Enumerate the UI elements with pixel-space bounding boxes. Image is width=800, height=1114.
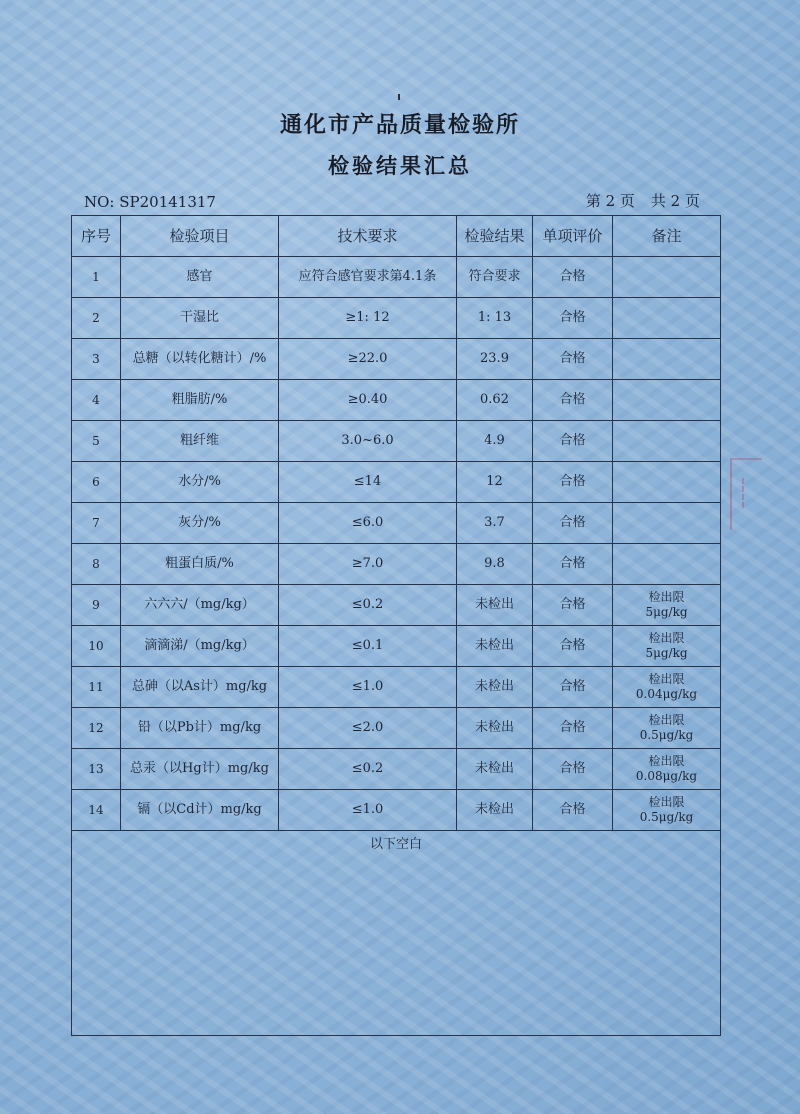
row-result: 9.8	[457, 544, 533, 585]
table-row	[72, 667, 721, 708]
col-header-note: 备注	[613, 216, 721, 257]
row-requirement: ≤0.2	[279, 585, 457, 626]
row-result: 1: 13	[457, 298, 533, 339]
row-requirement: ≤1.0	[279, 667, 457, 708]
row-evaluation: 合格	[533, 585, 613, 626]
row-requirement: ≥7.0	[279, 544, 457, 585]
row-no: 14	[72, 790, 121, 831]
row-evaluation: 合格	[533, 667, 613, 708]
row-note-label: 检出限	[648, 754, 685, 768]
row-item: 灰分/%	[121, 503, 279, 544]
row-note	[613, 667, 721, 708]
table-row	[72, 626, 721, 667]
row-no: 9	[72, 585, 121, 626]
row-note-value: 0.5μg/kg	[639, 728, 694, 742]
row-evaluation: 合格	[533, 298, 613, 339]
row-note	[613, 257, 721, 298]
row-note	[613, 380, 721, 421]
row-note	[613, 749, 721, 790]
row-result: 23.9	[457, 339, 533, 380]
table-row	[72, 708, 721, 749]
blank-label: 以下空白	[369, 837, 422, 852]
row-result: 未检出	[457, 790, 533, 831]
row-requirement: ≤2.0	[279, 708, 457, 749]
table-row	[72, 339, 721, 380]
row-note	[613, 503, 721, 544]
row-requirement: 3.0~6.0	[279, 421, 457, 462]
row-item: 干湿比	[121, 298, 279, 339]
row-no: 5	[72, 421, 121, 462]
row-requirement: ≥22.0	[279, 339, 457, 380]
row-requirement: 应符合感官要求第4.1条	[279, 257, 457, 298]
mark	[398, 94, 400, 100]
row-note-value: 0.08μg/kg	[635, 769, 698, 783]
row-result: 未检出	[457, 749, 533, 790]
col-header-requirement: 技术要求	[279, 216, 457, 257]
row-note-label: 检出限	[648, 590, 685, 604]
row-result: 未检出	[457, 626, 533, 667]
row-result: 12	[457, 462, 533, 503]
row-note-value: 0.5μg/kg	[639, 810, 694, 824]
row-no: 12	[72, 708, 121, 749]
org-title: 通化市产品质量检验所	[279, 113, 520, 138]
row-no: 2	[72, 298, 121, 339]
row-item: 滴滴涕/（mg/kg）	[121, 626, 279, 667]
row-note	[613, 421, 721, 462]
row-evaluation: 合格	[533, 380, 613, 421]
row-no: 11	[72, 667, 121, 708]
row-evaluation: 合格	[533, 462, 613, 503]
row-no: 10	[72, 626, 121, 667]
blank-cell	[72, 831, 721, 1036]
page-current: 第 2 页	[585, 192, 635, 210]
row-note-label: 检出限	[648, 672, 685, 686]
row-no: 1	[72, 257, 121, 298]
row-evaluation: 合格	[533, 503, 613, 544]
row-evaluation: 合格	[533, 421, 613, 462]
row-result: 未检出	[457, 667, 533, 708]
row-item: 铅（以Pb计）mg/kg	[121, 708, 279, 749]
results-table	[71, 215, 721, 1036]
table-row	[72, 257, 721, 298]
table-row	[72, 749, 721, 790]
row-note	[613, 585, 721, 626]
row-item: 总糖（以转化糖计）/%	[121, 339, 279, 380]
row-no: 6	[72, 462, 121, 503]
row-evaluation: 合格	[533, 790, 613, 831]
row-note	[613, 544, 721, 585]
row-result: 符合要求	[457, 257, 533, 298]
row-result: 0.62	[457, 380, 533, 421]
row-note-label: 检出限	[648, 631, 685, 645]
row-item: 粗蛋白质/%	[121, 544, 279, 585]
table-row	[72, 503, 721, 544]
row-note	[613, 708, 721, 749]
row-requirement: ≥1: 12	[279, 298, 457, 339]
row-result: 3.7	[457, 503, 533, 544]
page-total: 共 2 页	[650, 192, 700, 210]
row-result: 未检出	[457, 585, 533, 626]
blank-row	[72, 831, 721, 1036]
col-header-item: 检验项目	[121, 216, 279, 257]
stamp-mark	[730, 458, 762, 530]
table-row	[72, 462, 721, 503]
table-row	[72, 298, 721, 339]
row-no: 4	[72, 380, 121, 421]
row-requirement: ≤1.0	[279, 790, 457, 831]
row-evaluation: 合格	[533, 749, 613, 790]
page-title: 检验结果汇总	[328, 154, 472, 178]
row-item: 水分/%	[121, 462, 279, 503]
row-item: 镉（以Cd计）mg/kg	[121, 790, 279, 831]
col-header-result: 检验结果	[457, 216, 533, 257]
row-requirement: ≤0.1	[279, 626, 457, 667]
col-header-no: 序号	[72, 216, 121, 257]
row-item: 粗纤维	[121, 421, 279, 462]
table-row	[72, 380, 721, 421]
row-requirement: ≥0.40	[279, 380, 457, 421]
row-note-value: 0.04μg/kg	[635, 687, 698, 701]
row-no: 13	[72, 749, 121, 790]
table-row	[72, 585, 721, 626]
row-item: 感官	[121, 257, 279, 298]
row-note	[613, 339, 721, 380]
table-row	[72, 421, 721, 462]
row-result: 未检出	[457, 708, 533, 749]
table-row	[72, 544, 721, 585]
row-evaluation: 合格	[533, 626, 613, 667]
row-no: 8	[72, 544, 121, 585]
table-header-row	[72, 216, 721, 257]
row-requirement: ≤6.0	[279, 503, 457, 544]
row-evaluation: 合格	[533, 339, 613, 380]
row-note	[613, 626, 721, 667]
row-evaluation: 合格	[533, 544, 613, 585]
row-item: 总砷（以As计）mg/kg	[121, 667, 279, 708]
row-requirement: ≤14	[279, 462, 457, 503]
row-note	[613, 298, 721, 339]
row-note-value: 5μg/kg	[645, 605, 688, 619]
row-note	[613, 790, 721, 831]
row-item: 粗脂肪/%	[121, 380, 279, 421]
report-number: NO: SP20141317	[84, 193, 216, 211]
row-no: 7	[72, 503, 121, 544]
row-note	[613, 462, 721, 503]
col-header-evaluation: 单项评价	[533, 216, 613, 257]
row-note-label: 检出限	[648, 713, 685, 727]
row-note-label: 检出限	[648, 795, 685, 809]
table-row	[72, 790, 721, 831]
page-indicator	[586, 190, 700, 211]
row-evaluation: 合格	[533, 708, 613, 749]
row-no: 3	[72, 339, 121, 380]
row-note-value: 5μg/kg	[645, 646, 688, 660]
row-item: 六六六/（mg/kg）	[121, 585, 279, 626]
row-evaluation: 合格	[533, 257, 613, 298]
row-requirement: ≤0.2	[279, 749, 457, 790]
row-item: 总汞（以Hg计）mg/kg	[121, 749, 279, 790]
row-result: 4.9	[457, 421, 533, 462]
table-body	[72, 257, 721, 1036]
